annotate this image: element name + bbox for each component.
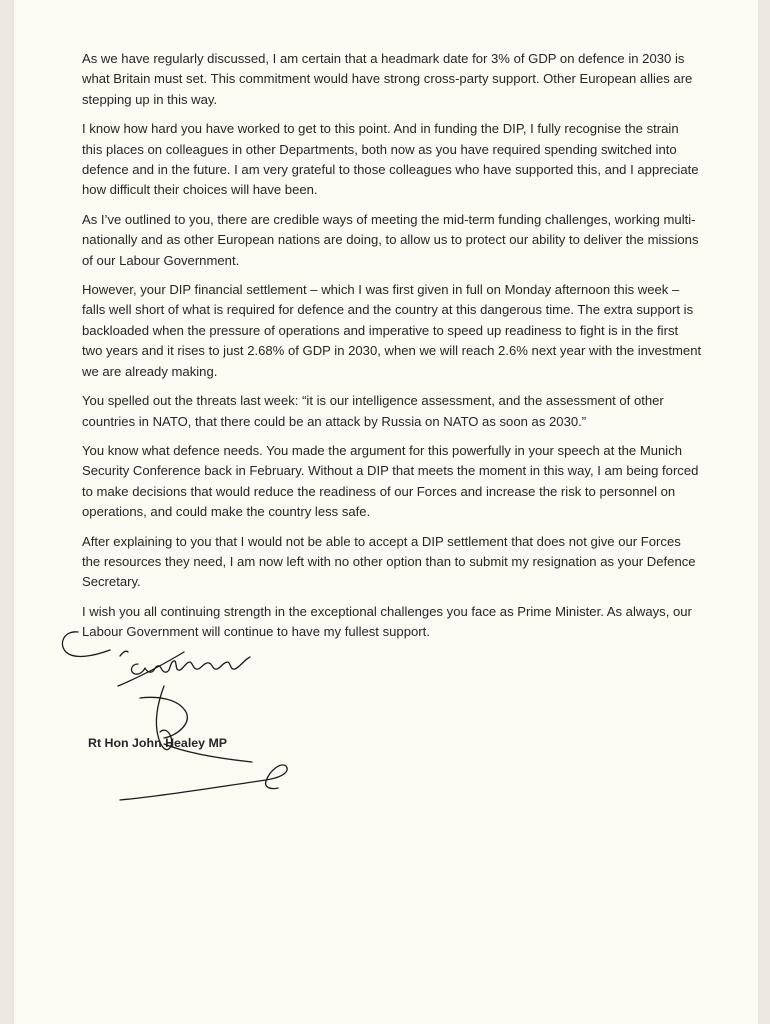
letter-paragraph: As we have regularly discussed, I am certain that a headmark date for 3% of GDP on defence in 2030 is what Britain must set. This commitment would have strong cross-party support. Other European allies are stepping up in this way. — [82, 51, 693, 107]
letter-paragraph: You know what defence needs. You made the argument for this powerfully in your speech at the Munich Security Conference back in February. Without a DIP that meets the moment in this way, I am being forced to make decisions that would reduce the readiness of our Forces and increase the risk to personnel on operations, and could make the country less safe. — [82, 442, 699, 520]
letter-paragraph: After explaining to you that I would not be able to accept a DIP settlement that does not give our Forces the resources they need, I am now left with no other option than to submit my resignation as your Defence Secretary. — [82, 533, 696, 590]
letter-paragraph: I know how hard you have worked to get to this point. And in funding the DIP, I fully recognise the strain this places on colleagues in other Departments, both now as you have required spending switched into defence and in the future. I am very grateful to those colleagues who have supported this, and I appreciate how difficult their choices will have been. — [82, 121, 699, 198]
letter-paragraph: As I’ve outlined to you, there are credible ways of meeting the mid-term funding challenges, working multi-nationally and as other European nations are doing, to allow us to protect our ability to deliver the missions of our Labour Government. — [82, 211, 699, 268]
letter-body — [82, 49, 702, 652]
letter-paragraph: I wish you all continuing strength in the exceptional challenges you face as Prime Minister. As always, our Labour Government will continue to have my fullest support. — [82, 603, 692, 640]
letter-paragraph: You spelled out the threats last week: “it is our intelligence assessment, and the assessment of other countries in NATO, that there could be an attack by Russia on NATO as soon as 2030.” — [82, 393, 664, 429]
letter-paragraph: However, your DIP financial settlement – which I was first given in full on Monday afternoon this week – falls well short of what is required for defence and the country at this dangerous time. The extra support is backloaded when the pressure of operations and imperative to speed up readiness to fight is in the first two years and it rises to just 2.68% of GDP in 2030, when we will reach 2.6% next year with the investment we are already making. — [82, 282, 702, 379]
letter-page — [14, 0, 758, 1024]
signatory-name: Rt Hon John Healey MP — [88, 736, 228, 750]
